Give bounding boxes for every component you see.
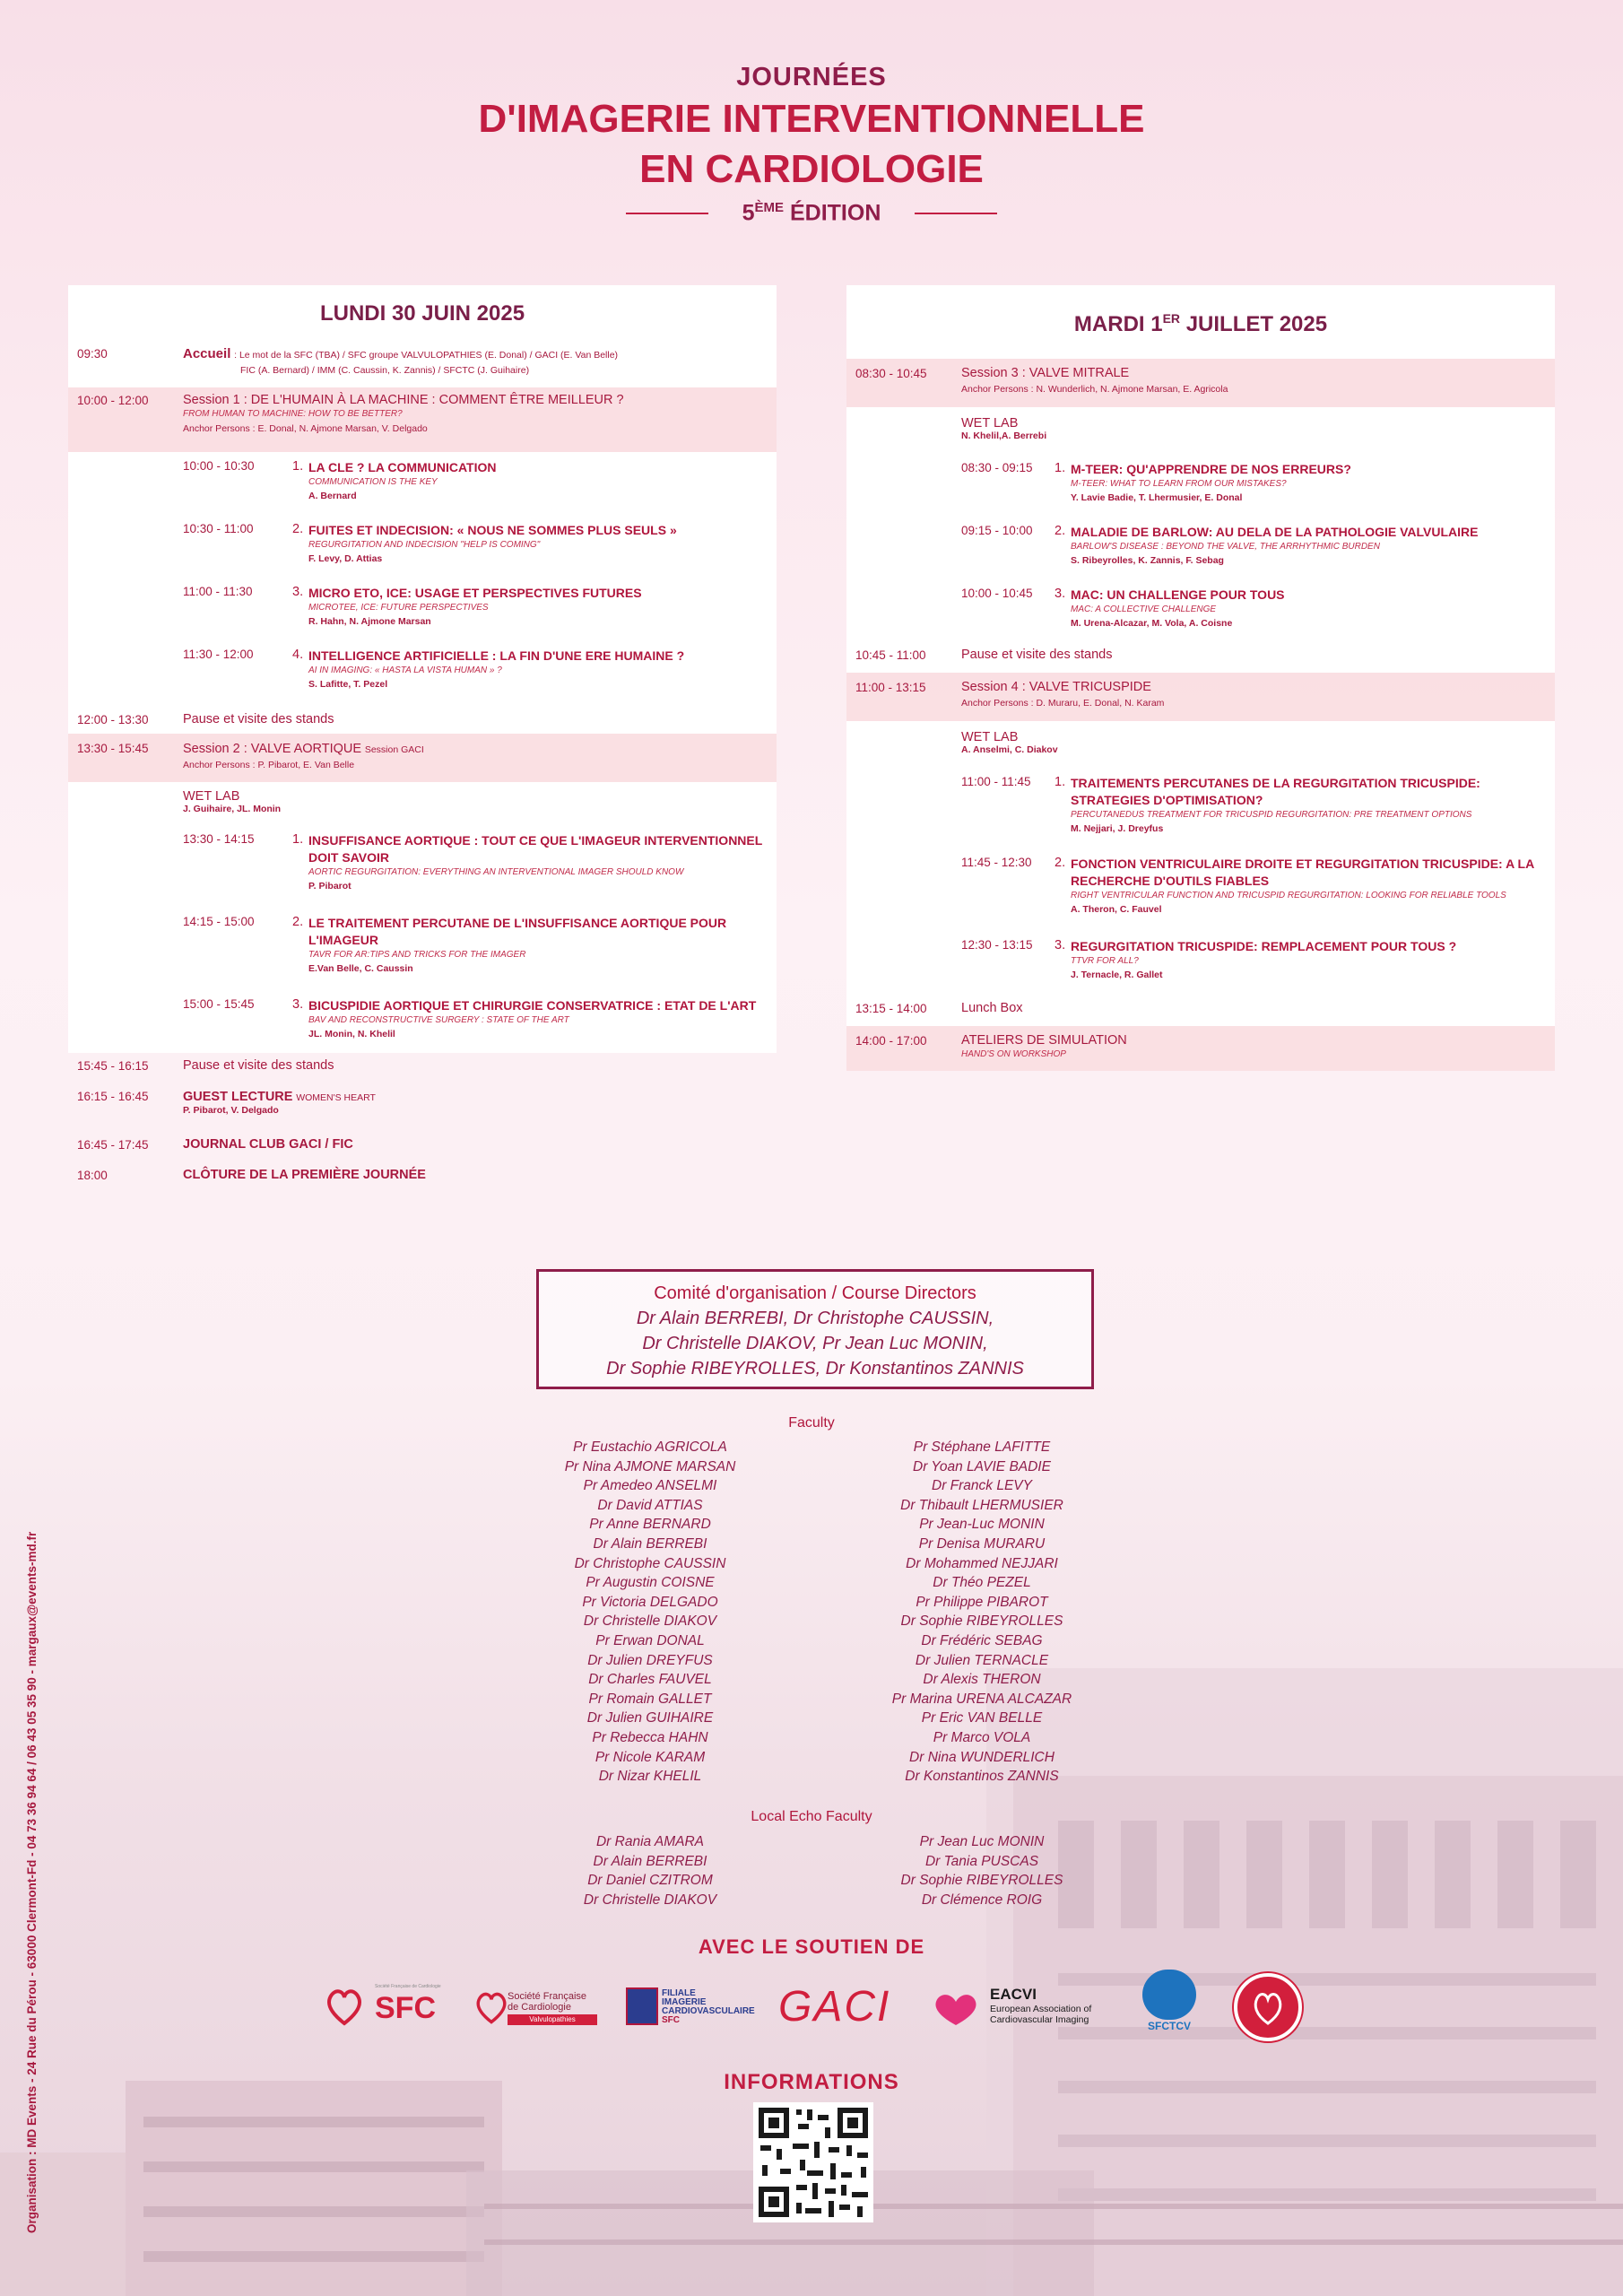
wetlab-authors: N. Khelil,A. Berrebi [961, 430, 1047, 441]
talk-body [1071, 461, 1555, 524]
talk-subtitle: MAC: A COLLECTIVE CHALLENGE [1071, 604, 1217, 614]
sfc-valvu-text: Société Française de Cardiologie [508, 1991, 587, 2013]
faculty-member: Dr Sophie RIBEYROLLES [900, 1873, 1063, 1889]
local-faculty-title: Local Echo Faculty [751, 1809, 872, 1824]
accueil-time: 09:30 [77, 347, 108, 361]
faculty-member: Pr Philippe PIBAROT [916, 1594, 1048, 1610]
day2-title: MARDI 1ER JUILLET 2025 [846, 285, 1555, 352]
talk-body [308, 585, 777, 648]
talk-authors: F. Levy, D. Attias [308, 553, 383, 564]
eacvi-sub: European Association of Cardiovascular Imaging [990, 2004, 1092, 2025]
sfctcv-text: SFCTCV [1148, 2020, 1191, 2032]
filiale-imagerie-logo [626, 1987, 755, 2029]
anatomical-heart-icon [1250, 1987, 1286, 2027]
break-row [846, 642, 1555, 673]
talk-num: 3. [292, 997, 304, 1012]
faculty-member: Pr Nicole KARAM [595, 1749, 706, 1765]
talk-authors: M. Urena-Alcazar, M. Vola, A. Coisne [1071, 618, 1233, 629]
committee-names-line: Dr Christelle DIAKOV, Pr Jean Luc MONIN, [642, 1334, 988, 1353]
session2-time: 13:30 - 15:45 [77, 742, 149, 755]
session1-subtitle: FROM HUMAN TO MACHINE: HOW TO BE BETTER? [183, 409, 403, 419]
talk-title: BICUSPIDIE AORTIQUE ET CHIRURGIE CONSERVATRICE : ETAT DE L'ART [308, 998, 757, 1013]
faculty-member: Dr Christelle DIAKOV [583, 1892, 717, 1908]
talk-title: MALADIE DE BARLOW: AU DELA DE LA PATHOLOGIE VALVULAIRE [1071, 525, 1479, 539]
informations-title: INFORMATIONS [724, 2070, 899, 2094]
talk-time: 10:00 - 10:30 [183, 459, 255, 473]
talk-item [961, 775, 1555, 856]
talk-authors: Y. Lavie Badie, T. Lhermusier, E. Donal [1071, 492, 1243, 503]
faculty-member: Pr Augustin COISNE [586, 1575, 715, 1591]
talk-authors: S. Lafitte, T. Pezel [308, 679, 388, 690]
wetlab-label: WET LAB [183, 789, 240, 804]
committee-names-line: Dr Alain BERREBI, Dr Christophe CAUSSIN, [636, 1309, 994, 1328]
guest-authors: P. Pibarot, V. Delgado [183, 1105, 279, 1116]
talk-subtitle: BAV AND RECONSTRUCTIVE SURGERY : STATE OF THE ART [308, 1015, 569, 1025]
break-time: 12:00 - 13:30 [77, 713, 149, 726]
valvulopathies-tag: Valvulopathies [508, 2014, 597, 2025]
session1-content [183, 393, 777, 452]
break-label: Pause et visite des stands [183, 1058, 334, 1073]
talk-time: 13:30 - 14:15 [183, 832, 255, 846]
guest-row [68, 1085, 777, 1134]
committee-box [536, 1269, 1094, 1389]
talk-title: INSUFFISANCE AORTIQUE : TOUT CE QUE L'IMAGEUR INTERVENTIONNEL DOIT SAVOIR [308, 833, 763, 865]
faculty-member: Pr Jean-Luc MONIN [919, 1517, 1045, 1533]
talk-subtitle: REGURGITATION AND INDECISION "HELP IS COMING" [308, 540, 541, 550]
session2-content [183, 741, 777, 782]
organiser-contact-sidebar: Organisation : MD Events - 24 Rue du Pérou - 63000 Clermont-Fd - 04 73 36 94 64 / 06 43 05 35 90 - margaux@events-md.fr [25, 1531, 39, 2233]
talk-time: 11:45 - 12:30 [961, 856, 1032, 869]
qr-code[interactable] [753, 2102, 873, 2222]
guest-content [183, 1089, 777, 1134]
journal-row [68, 1134, 777, 1164]
session4-content [961, 680, 1555, 721]
talk-authors: R. Hahn, N. Ajmone Marsan [308, 616, 431, 627]
faculty-member: Dr Julien GUIHAIRE [586, 1710, 714, 1726]
poster-header [0, 63, 1623, 226]
session3-title: Session 3 : VALVE MITRALE [961, 366, 1130, 380]
accueil-detail1: : Le mot de la SFC (TBA) / SFC groupe VALVULOPATHIES (E. Donal) / GACI (E. Van Belle) [234, 350, 619, 361]
talk-time: 14:15 - 15:00 [183, 915, 255, 928]
talk-title: TRAITEMENTS PERCUTANES DE LA REGURGITATION TRICUSPIDE: STRATEGIES D'OPTIMISATION? [1071, 776, 1480, 807]
wetlab [183, 789, 777, 832]
local-left-list [520, 1832, 780, 1909]
talk-subtitle: PERCUTANEDUS TREATMENT FOR TRICUSPID REGURGITATION: PRE TREATMENT OPTIONS [1071, 810, 1472, 820]
talk-body [308, 997, 777, 1053]
session2-talks [68, 782, 777, 1053]
talk-authors: JL. Monin, N. Khelil [308, 1029, 395, 1039]
gaci-logo: GACI [778, 1983, 891, 2031]
accueil-label: Accueil [183, 346, 231, 361]
talk-title: MICRO ETO, ICE: USAGE ET PERSPECTIVES FUTURES [308, 586, 642, 600]
faculty-member: Dr Christophe CAUSSIN [574, 1555, 726, 1571]
faculty-member: Pr Eustachio AGRICOLA [573, 1439, 727, 1455]
faculty-member: Pr Stéphane LAFITTE [913, 1439, 1051, 1455]
session3-content [961, 366, 1555, 407]
faculty-member: Pr Erwan DONAL [595, 1632, 705, 1648]
faculty-member: Dr Yoan LAVIE BADIE [913, 1458, 1051, 1474]
ateliers-time: 14:00 - 17:00 [855, 1034, 927, 1048]
session2-row [68, 734, 777, 782]
talk-num: 3. [1055, 938, 1066, 952]
talk-time: 15:00 - 15:45 [183, 997, 255, 1011]
talk-title: LE TRAITEMENT PERCUTANE DE L'INSUFFISANCE AORTIQUE POUR L'IMAGEUR [308, 916, 727, 947]
faculty-member: Dr Mohammed NEJJARI [906, 1555, 1058, 1571]
heart-icon [325, 1986, 364, 2027]
talk-subtitle: AI IN IMAGING: « HASTA LA VISTA HUMAN » ? [308, 665, 502, 675]
faculty-member: Dr Daniel CZITROM [587, 1873, 713, 1889]
faculty-member: Pr Anne BERNARD [589, 1517, 711, 1533]
faculty-member: Pr Amedeo ANSELMI [583, 1478, 717, 1494]
talk-item [961, 524, 1555, 587]
guest-tag: WOMEN'S HEART [296, 1092, 376, 1103]
session2-tag: Session GACI [364, 744, 424, 755]
sfc-valvulopathies-logo [473, 1989, 599, 2034]
talk-item [183, 997, 777, 1053]
faculty-member: Dr Nizar KHELIL [598, 1769, 702, 1785]
divider [626, 213, 708, 214]
eacvi-logo [931, 1986, 1110, 2032]
talk-body [308, 522, 777, 585]
wetlab [961, 730, 1555, 775]
break-label: Pause et visite des stands [183, 712, 334, 726]
break-time: 15:45 - 16:15 [77, 1059, 149, 1073]
faculty-member: Pr Eric VAN BELLE [921, 1710, 1043, 1726]
header-line2: D'IMAGERIE INTERVENTIONNELLE [478, 97, 1145, 141]
journal-label: JOURNAL CLUB GACI / FIC [183, 1137, 353, 1152]
talk-num: 1. [292, 459, 304, 474]
faculty-member: Pr Romain GALLET [588, 1691, 712, 1707]
talk-item [183, 915, 777, 997]
talk-body [308, 459, 777, 522]
talk-item [183, 585, 777, 648]
faculty-member: Dr Clémence ROIG [921, 1892, 1043, 1908]
session1-talks [68, 452, 777, 707]
talk-time: 09:15 - 10:00 [961, 524, 1033, 537]
talk-title: M-TEER: QU'APPRENDRE DE NOS ERREURS? [1071, 462, 1351, 476]
closing-time: 18:00 [77, 1169, 108, 1182]
talk-body [308, 832, 777, 915]
sfctcv-emblem [1142, 1970, 1196, 2020]
local-right-list [852, 1832, 1112, 1909]
faculty-member: Dr Julien DREYFUS [587, 1652, 713, 1668]
wetlab-authors: J. Guihaire, JL. Monin [183, 804, 282, 814]
talk-time: 08:30 - 09:15 [961, 461, 1033, 474]
talk-authors: P. Pibarot [308, 881, 352, 891]
wetlab-label: WET LAB [961, 416, 1019, 430]
faculty-member: Dr Nina WUNDERLICH [909, 1749, 1055, 1765]
ateliers-subtitle: HAND'S ON WORKSHOP [961, 1049, 1066, 1059]
talk-body [1071, 587, 1555, 642]
wetlab [961, 416, 1555, 461]
talk-item [961, 461, 1555, 524]
talk-authors: M. Nejjari, J. Dreyfus [1071, 823, 1164, 834]
talk-item [961, 856, 1555, 938]
talk-num: 3. [1055, 587, 1066, 601]
talk-num: 1. [1055, 461, 1066, 475]
committee-title: Comité d'organisation / Course Directors [654, 1283, 976, 1303]
header-line3: EN CARDIOLOGIE [639, 147, 984, 191]
talk-num: 2. [292, 522, 304, 536]
talk-time: 12:30 - 13:15 [961, 938, 1033, 952]
guest-label: GUEST LECTURE [183, 1090, 293, 1104]
talk-authors: E.Van Belle, C. Caussin [308, 963, 413, 974]
talk-title: INTELLIGENCE ARTIFICIELLE : LA FIN D'UNE ERE HUMAINE ? [308, 648, 685, 663]
talk-subtitle: TTVR FOR ALL? [1071, 956, 1139, 966]
filiale-emblem [626, 1987, 658, 2025]
wetlab-authors: A. Anselmi, C. Diakov [961, 744, 1058, 755]
faculty-member: Dr Sophie RIBEYROLLES [900, 1613, 1063, 1630]
talk-item [183, 648, 777, 707]
eacvi-text: EACVI [990, 1986, 1037, 2003]
faculty-member: Pr Jean Luc MONIN [919, 1834, 1045, 1849]
faculty-member: Dr Franck LEVY [932, 1478, 1032, 1494]
session3-anchors: Anchor Persons : N. Wunderlich, N. Ajmone Marsan, E. Agricola [961, 384, 1228, 395]
talk-num: 4. [292, 648, 304, 662]
talk-item [183, 832, 777, 915]
sfc-small-text: Société Française de Cardiologie [375, 1984, 441, 1989]
session4-anchors: Anchor Persons : D. Muraru, E. Donal, N. Karam [961, 698, 1165, 709]
session4-talks [846, 721, 1555, 994]
talk-num: 2. [1055, 524, 1066, 538]
talk-time: 10:30 - 11:00 [183, 522, 254, 535]
faculty-title: Faculty [788, 1415, 835, 1431]
faculty-right-list [852, 1438, 1112, 1787]
talk-title: LA CLE ? LA COMMUNICATION [308, 460, 497, 474]
faculty-member: Dr Julien TERNACLE [915, 1652, 1049, 1668]
faculty-member: Dr Konstantinos ZANNIS [905, 1769, 1059, 1785]
talk-subtitle: COMMUNICATION IS THE KEY [308, 477, 438, 487]
talk-authors: A. Theron, C. Fauvel [1071, 904, 1162, 915]
talk-subtitle: BARLOW'S DISEASE : BEYOND THE VALVE, THE ARRHYTHMIC BURDEN [1071, 542, 1380, 552]
talk-authors: S. Ribeyrolles, K. Zannis, F. Sebag [1071, 555, 1224, 566]
faculty-member: Dr Frédéric SEBAG [921, 1632, 1043, 1648]
talk-body [308, 915, 777, 997]
accueil-detail2: FIC (A. Bernard) / IMM (C. Caussin, K. Zannis) / SFCTC (J. Guihaire) [240, 365, 530, 376]
faculty-member: Dr Thibault LHERMUSIER [900, 1497, 1063, 1513]
session2-anchors: Anchor Persons : P. Pibarot, E. Van Belle [183, 760, 355, 770]
talk-num: 2. [292, 915, 304, 929]
faculty-member: Dr Alain BERREBI [593, 1853, 707, 1869]
talk-time: 11:30 - 12:00 [183, 648, 254, 661]
faculty-member: Pr Victoria DELGADO [582, 1594, 718, 1610]
session1-row [68, 387, 777, 452]
accueil-content [183, 346, 777, 382]
talk-title: FONCTION VENTRICULAIRE DROITE ET REGURGITATION TRICUSPIDE: A LA RECHERCHE D'OUTILS FIABLES [1071, 857, 1534, 888]
lunch-time: 13:15 - 14:00 [855, 1002, 927, 1015]
accueil-row [68, 343, 777, 382]
day2-program [846, 285, 1555, 1071]
talk-item [961, 587, 1555, 642]
session3-talks [846, 407, 1555, 642]
faculty-member: Pr Denisa MURARU [918, 1535, 1046, 1552]
session4-title: Session 4 : VALVE TRICUSPIDE [961, 680, 1151, 694]
committee-names-line: Dr Sophie RIBEYROLLES, Dr Konstantinos ZANNIS [606, 1359, 1024, 1378]
session3-row [846, 359, 1555, 407]
spacer [846, 352, 1555, 359]
talk-body [1071, 775, 1555, 856]
session4-row [846, 673, 1555, 721]
faculty-member: Dr David ATTIAS [597, 1497, 703, 1513]
heart-icon [931, 1991, 981, 2027]
faculty-member: Pr Marina URENA ALCAZAR [891, 1691, 1072, 1707]
talk-time: 11:00 - 11:45 [961, 775, 1031, 788]
faculty-member: Pr Marco VOLA [933, 1729, 1031, 1745]
talk-body [1071, 524, 1555, 587]
talk-body [308, 648, 777, 707]
wetlab-label: WET LAB [961, 730, 1019, 744]
day1-program [68, 285, 777, 1191]
guest-time: 16:15 - 16:45 [77, 1090, 149, 1103]
talk-subtitle: M-TEER: WHAT TO LEARN FROM OUR MISTAKES? [1071, 479, 1287, 489]
heart-icon [473, 1989, 509, 2025]
session1-time: 10:00 - 12:00 [77, 394, 149, 407]
sponsors-title: AVEC LE SOUTIEN DE [698, 1935, 925, 1958]
closing-row [68, 1164, 777, 1191]
talk-item [183, 522, 777, 585]
talk-authors: A. Bernard [308, 491, 357, 501]
faculty-left-list [520, 1438, 780, 1787]
header-line1: JOURNÉES [736, 63, 887, 91]
talk-subtitle: TAVR FOR AR:TIPS AND TRICKS FOR THE IMAGER [308, 950, 526, 960]
edition-row [0, 200, 1623, 226]
break-time: 10:45 - 11:00 [855, 648, 926, 662]
faculty-member: Pr Nina AJMONE MARSAN [564, 1458, 736, 1474]
day1-title: LUNDI 30 JUIN 2025 [68, 285, 777, 343]
faculty-member: Dr Rania AMARA [595, 1834, 704, 1849]
talk-item [961, 938, 1555, 990]
talk-num: 2. [1055, 856, 1066, 870]
talk-subtitle: AORTIC REGURGITATION: EVERYTHING AN INTERVENTIONAL IMAGER SHOULD KNOW [308, 867, 684, 877]
session4-time: 11:00 - 13:15 [855, 681, 926, 694]
talk-authors: J. Ternacle, R. Gallet [1071, 970, 1163, 980]
talk-num: 1. [292, 832, 304, 847]
session1-anchors: Anchor Persons : E. Donal, N. Ajmone Marsan, V. Delgado [183, 423, 428, 434]
lunch-row [846, 994, 1555, 1026]
faculty-member: Dr Tania PUSCAS [924, 1853, 1039, 1869]
talk-body [1071, 938, 1555, 990]
talk-time: 11:00 - 11:30 [183, 585, 253, 598]
talk-title: MAC: UN CHALLENGE POUR TOUS [1071, 587, 1285, 602]
journal-time: 16:45 - 17:45 [77, 1138, 149, 1152]
session2-title: Session 2 : VALVE AORTIQUE [183, 742, 362, 756]
talk-num: 3. [292, 585, 304, 599]
closing-label: CLÔTURE DE LA PREMIÈRE JOURNÉE [183, 1168, 426, 1182]
break-row [68, 1053, 777, 1085]
talk-body [1071, 856, 1555, 938]
ateliers-label: ATELIERS DE SIMULATION [961, 1033, 1127, 1048]
break-row [68, 707, 777, 734]
filiale-text: FILIALE IMAGERIE CARDIOVASCULAIRE SFC [662, 1988, 755, 2025]
talk-subtitle: MICROTEE, ICE: FUTURE PERSPECTIVES [308, 603, 489, 613]
day1-tail [68, 1053, 777, 1191]
divider [915, 213, 997, 214]
sfc-logo [325, 1984, 441, 2029]
faculty-member: Dr Théo PEZEL [933, 1575, 1031, 1591]
sfc-text: SFC [375, 1991, 436, 2025]
session3-time: 08:30 - 10:45 [855, 367, 927, 380]
talk-time: 10:00 - 10:45 [961, 587, 1033, 600]
faculty-member: Dr Christelle DIAKOV [583, 1613, 717, 1630]
lunch-label: Lunch Box [961, 1001, 1023, 1015]
talk-item [183, 459, 777, 522]
faculty-member: Dr Alexis THERON [923, 1672, 1041, 1688]
faculty-member: Dr Alain BERREBI [593, 1535, 707, 1552]
talk-subtitle: RIGHT VENTRICULAR FUNCTION AND TRICUSPID REGURGITATION: LOOKING FOR RELIABLE TOOLS [1071, 891, 1506, 900]
talk-title: FUITES ET INDECISION: « NOUS NE SOMMES PLUS SEULS » [308, 523, 677, 537]
ateliers-content [961, 1033, 1555, 1071]
cardiology-society-seal-logo [1234, 1973, 1302, 2041]
break-label: Pause et visite des stands [961, 648, 1113, 662]
faculty-member: Dr Charles FAUVEL [588, 1672, 712, 1688]
talk-title: REGURGITATION TRICUSPIDE: REMPLACEMENT POUR TOUS ? [1071, 939, 1457, 953]
day1-body [68, 343, 777, 387]
edition-label: 5ÈME ÉDITION [742, 200, 881, 226]
ateliers-row [846, 1026, 1555, 1071]
sfctcv-logo [1137, 1970, 1202, 2041]
session1-title: Session 1 : DE L'HUMAIN À LA MACHINE : COMMENT ÊTRE MEILLEUR ? [183, 393, 624, 407]
faculty-member: Pr Rebecca HAHN [592, 1729, 708, 1745]
talk-num: 1. [1055, 775, 1066, 789]
